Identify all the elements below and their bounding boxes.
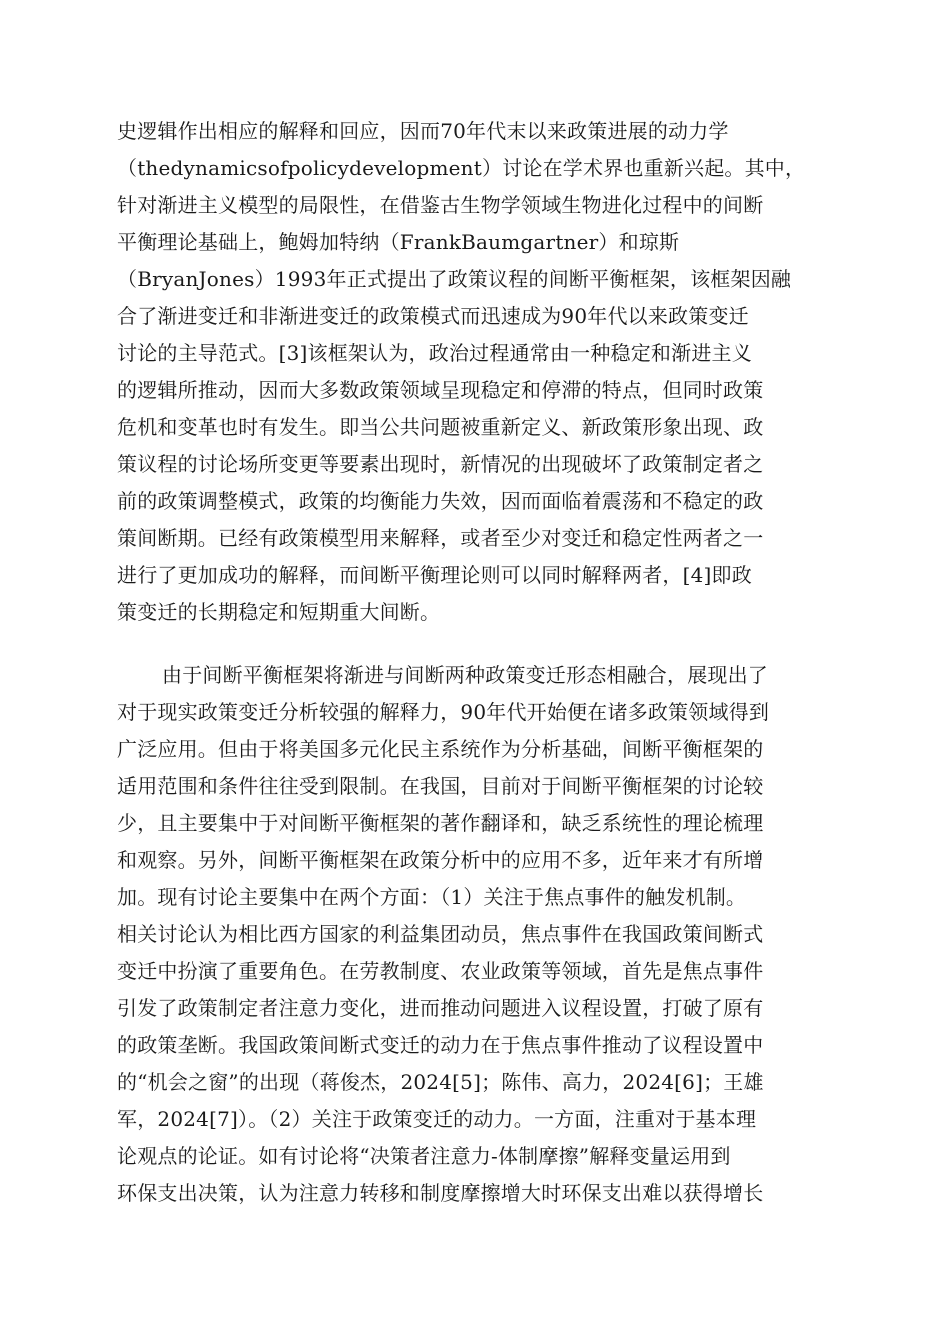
text-line: 引发了政策制定者注意力变化，进而推动问题进入议程设置，打破了原有 — [117, 996, 764, 1020]
text-line: 策变迁的长期稳定和短期重大间断。 — [117, 600, 441, 624]
text-line: 的政策垄断。我国政策间断式变迁的动力在于焦点事件推动了议程设置中 — [117, 1033, 764, 1057]
text-line: 广泛应用。但由于将美国多元化民主系统作为分析基础，间断平衡框架的 — [117, 737, 764, 761]
text-line: 军，2024[7]）。（2）关注于政策变迁的动力。一方面，注重对于基本理 — [117, 1107, 757, 1131]
text-line: 讨论的主导范式。[3]该框架认为，政治过程通常由一种稳定和渐进主义 — [117, 341, 752, 365]
text-line: 少，且主要集中于对间断平衡框架的著作翻译和，缺乏系统性的理论梳理 — [117, 811, 764, 835]
text-line: 变迁中扮演了重要角色。在劳教制度、农业政策等领域，首先是焦点事件 — [117, 959, 764, 983]
text-line: （thedynamicsofpolicydevelopment）讨论在学术界也重新兴起。其中， — [117, 156, 806, 180]
text-line: 史逻辑作出相应的解释和回应，因而70年代末以来政策进展的动力学 — [117, 119, 729, 143]
text-line: 加。现有讨论主要集中在两个方面：（1）关注于焦点事件的触发机制。 — [117, 885, 747, 909]
text-line: 由于间断平衡框架将渐进与间断两种政策变迁形态相融合，展现出了 — [162, 663, 768, 687]
text-line: 适用范围和条件往往受到限制。在我国，目前对于间断平衡框架的讨论较 — [117, 774, 764, 798]
text-line: 针对渐进主义模型的局限性，在借鉴古生物学领域生物进化过程中的间断 — [117, 193, 764, 217]
text-line: 策议程的讨论场所变更等要素出现时，新情况的出现破坏了政策制定者之 — [117, 452, 764, 476]
text-line: 的逻辑所推动，因而大多数政策领域呈现稳定和停滞的特点，但同时政策 — [117, 378, 764, 402]
text-line: 策间断期。已经有政策模型用来解释，或者至少对变迁和稳定性两者之一 — [117, 526, 764, 550]
text-line: 和观察。另外，间断平衡框架在政策分析中的应用不多，近年来才有所增 — [117, 848, 764, 872]
text-line: 平衡理论基础上，鲍姆加特纳（FrankBaumgartner）和琼斯 — [117, 230, 680, 254]
text-line: 的“机会之窗”的出现（蒋俊杰，2024[5]；陈伟、高力，2024[6]；王雄 — [117, 1070, 764, 1094]
text-line: 危机和变革也时有发生。即当公共问题被重新定义、新政策形象出现、政 — [117, 415, 764, 439]
text-line: 前的政策调整模式，政策的均衡能力失效，因而面临着震荡和不稳定的政 — [117, 489, 764, 513]
text-line: （BryanJones）1993年正式提出了政策议程的间断平衡框架，该框架因融 — [117, 267, 792, 291]
text-line: 进行了更加成功的解释，而间断平衡理论则可以同时解释两者，[4]即政 — [117, 563, 752, 587]
text-line: 论观点的论证。如有讨论将“决策者注意力-体制摩擦”解释变量运用到 — [117, 1144, 731, 1168]
text-line: 相关讨论认为相比西方国家的利益集团动员，焦点事件在我国政策间断式 — [117, 922, 764, 946]
text-line: 对于现实政策变迁分析较强的解释力，90年代开始便在诸多政策领域得到 — [117, 700, 770, 724]
text-line: 合了渐进变迁和非渐进变迁的政策模式而迅速成为90年代以来政策变迁 — [117, 304, 749, 328]
text-line: 环保支出决策，认为注意力转移和制度摩擦增大时环保支出难以获得增长 — [117, 1181, 764, 1205]
